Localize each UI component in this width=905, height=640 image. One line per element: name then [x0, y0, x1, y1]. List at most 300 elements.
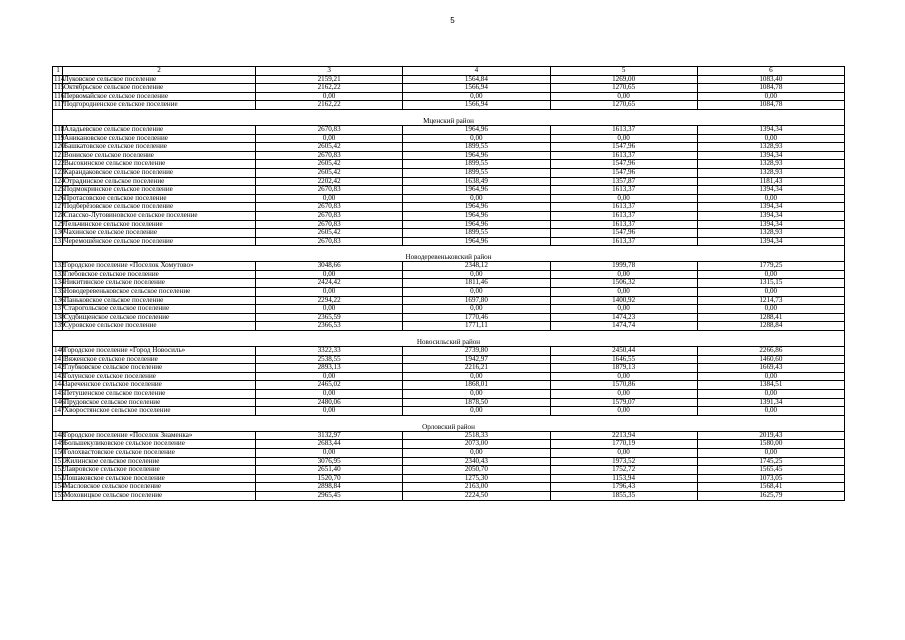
- value-col-4: 1899,55: [403, 168, 550, 177]
- value-col-5: 1973,52: [550, 457, 697, 466]
- value-col-4: 1942,97: [403, 355, 550, 364]
- settlement-name: Зареченское сельское поселение: [63, 381, 256, 390]
- row-number: 135: [54, 287, 65, 296]
- value-col-4: 1964,96: [403, 211, 550, 220]
- value-col-5: 1474,74: [550, 322, 697, 331]
- value-col-6: 1745,25: [697, 457, 844, 466]
- settlement-name: Городское поселение «Поселок Знаменка»: [63, 431, 256, 440]
- value-col-4: 0,00: [403, 92, 550, 101]
- row-number: 140: [54, 346, 65, 355]
- value-col-3: 0,00: [256, 390, 403, 399]
- settlement-name: Подгородненское сельское поселение: [63, 101, 256, 110]
- table-row: [53, 483, 845, 492]
- value-col-6: 0,00: [697, 372, 844, 381]
- value-col-3: 0,00: [256, 134, 403, 143]
- value-col-5: 1613,37: [550, 125, 697, 134]
- table-row: [53, 143, 845, 152]
- row-number: 147: [54, 406, 65, 415]
- value-col-6: 1669,43: [697, 364, 844, 373]
- value-col-4: 1770,46: [403, 313, 550, 322]
- section-title: Орловский район: [53, 415, 845, 431]
- value-col-6: 1288,84: [697, 322, 844, 331]
- value-col-4: 2224,50: [403, 491, 550, 500]
- value-col-6: 0,00: [697, 288, 844, 297]
- value-col-6: 0,00: [697, 92, 844, 101]
- settlement-name: Хворостянское сельское поселение: [63, 407, 256, 416]
- row-number: 149: [54, 439, 65, 448]
- value-col-6: 1460,60: [697, 355, 844, 364]
- table-row: [53, 288, 845, 297]
- value-col-4: 1697,80: [403, 296, 550, 305]
- value-col-4: 1964,96: [403, 125, 550, 134]
- row-number: 152: [54, 465, 65, 474]
- row-number: 129: [54, 219, 65, 228]
- value-col-6: 1394,34: [697, 151, 844, 160]
- value-col-3: 2538,55: [256, 355, 403, 364]
- row-number: 120: [54, 142, 65, 151]
- settlement-name: Аникановское сельское поселение: [63, 134, 256, 143]
- value-col-4: 0,00: [403, 194, 550, 203]
- table-row: [53, 372, 845, 381]
- value-col-5: 1646,55: [550, 355, 697, 364]
- value-col-5: 2450,44: [550, 347, 697, 356]
- row-number: 136: [54, 295, 65, 304]
- settlement-name: Карандаковское сельское поселение: [63, 168, 256, 177]
- value-col-3: 2670,83: [256, 220, 403, 229]
- value-col-6: 1083,40: [697, 75, 844, 84]
- value-col-3: 3132,97: [256, 431, 403, 440]
- value-col-6: 0,00: [697, 407, 844, 416]
- value-col-5: 1999,78: [550, 262, 697, 271]
- header-cell: 6: [697, 67, 844, 76]
- page-number: 5: [450, 16, 455, 25]
- row-number: 155: [54, 490, 65, 499]
- value-col-5: 1613,37: [550, 186, 697, 195]
- value-col-5: 1547,96: [550, 160, 697, 169]
- settlement-name: Первомайское сельское поселение: [63, 92, 256, 101]
- value-col-4: 1899,55: [403, 229, 550, 238]
- settlement-name: Вониское сельское поселение: [63, 151, 256, 160]
- value-col-4: 1964,96: [403, 220, 550, 229]
- settlement-name: Подберёзовское сельское поселение: [63, 203, 256, 212]
- value-col-5: 0,00: [550, 372, 697, 381]
- settlement-name: Паньковское сельское поселение: [63, 296, 256, 305]
- settlement-name: Городское поселение «Поселок Хомутово»: [63, 262, 256, 271]
- value-col-5: 0,00: [550, 134, 697, 143]
- row-number: 114: [54, 74, 65, 83]
- value-col-5: 1613,37: [550, 151, 697, 160]
- row-number: 126: [54, 193, 65, 202]
- table-row: [53, 390, 845, 399]
- table-row: [53, 491, 845, 500]
- row-number: 118: [54, 124, 65, 133]
- value-col-3: 3048,66: [256, 262, 403, 271]
- value-col-4: 0,00: [403, 305, 550, 314]
- value-col-3: 2670,83: [256, 211, 403, 220]
- settlement-name: Голохвастовское сельское поселение: [63, 448, 256, 457]
- value-col-6: 1779,25: [697, 262, 844, 271]
- value-col-4: 2216,21: [403, 364, 550, 373]
- settlement-name: Новодеревеньковское сельское поселение: [63, 288, 256, 297]
- header-cell: 3: [256, 67, 403, 76]
- value-col-6: 1328,93: [697, 229, 844, 238]
- table-row: [53, 296, 845, 305]
- value-col-6: 1568,41: [697, 483, 844, 492]
- value-col-6: 1084,78: [697, 84, 844, 93]
- section-title: Новосильский район: [53, 331, 845, 347]
- settlement-name: Старогольское сельское поселение: [63, 305, 256, 314]
- value-col-6: 1394,34: [697, 125, 844, 134]
- header-cell: 1: [53, 67, 63, 76]
- value-col-6: 1391,34: [697, 398, 844, 407]
- row-number: 137: [54, 304, 65, 313]
- row-number: 153: [54, 473, 65, 482]
- value-col-6: 1073,05: [697, 474, 844, 483]
- value-col-3: 2366,53: [256, 322, 403, 331]
- value-col-5: 0,00: [550, 194, 697, 203]
- value-col-4: 1275,30: [403, 474, 550, 483]
- value-col-5: 1613,37: [550, 203, 697, 212]
- table-row: [53, 84, 845, 93]
- value-col-6: 1214,73: [697, 296, 844, 305]
- table-row: [53, 168, 845, 177]
- row-number: 119: [54, 133, 65, 142]
- row-number: 131: [54, 236, 65, 245]
- settlement-name: Отрадинское сельское поселение: [63, 177, 256, 186]
- value-col-3: 2651,40: [256, 466, 403, 475]
- value-col-6: 1565,45: [697, 466, 844, 475]
- value-col-3: 2159,21: [256, 75, 403, 84]
- settlement-name: Глубковское сельское поселение: [63, 364, 256, 373]
- table-row: [53, 448, 845, 457]
- value-col-4: 1566,94: [403, 101, 550, 110]
- value-col-5: 2213,94: [550, 431, 697, 440]
- value-col-5: 1579,07: [550, 398, 697, 407]
- value-col-3: 2424,42: [256, 279, 403, 288]
- value-col-6: 1315,15: [697, 279, 844, 288]
- value-col-5: 1879,13: [550, 364, 697, 373]
- settlements-table: [52, 66, 845, 501]
- value-col-5: 1796,43: [550, 483, 697, 492]
- value-col-3: 2670,83: [256, 203, 403, 212]
- value-col-4: 0,00: [403, 407, 550, 416]
- table-row: [53, 101, 845, 110]
- table-row: [53, 75, 845, 84]
- settlement-name: Чахинское сельское поселение: [63, 229, 256, 238]
- value-col-4: 1964,96: [403, 237, 550, 246]
- table-row: [53, 305, 845, 314]
- table-row: [53, 220, 845, 229]
- value-col-6: 1394,34: [697, 186, 844, 195]
- value-col-5: 1547,96: [550, 229, 697, 238]
- table-row: [53, 229, 845, 238]
- header-cell: 2: [63, 67, 256, 76]
- value-col-3: 2683,44: [256, 440, 403, 449]
- row-number: 127: [54, 202, 65, 211]
- row-number: 145: [54, 389, 65, 397]
- row-number: 116: [54, 91, 65, 100]
- settlement-name: Прудовское сельское поселение: [63, 398, 256, 407]
- value-col-6: 0,00: [697, 305, 844, 314]
- value-col-3: 2605,42: [256, 143, 403, 152]
- value-col-3: 0,00: [256, 92, 403, 101]
- value-col-4: 1964,96: [403, 151, 550, 160]
- row-number: 142: [54, 363, 65, 372]
- value-col-5: 0,00: [550, 448, 697, 457]
- value-col-4: 1899,55: [403, 160, 550, 169]
- settlement-name: Башкатовское сельское поселение: [63, 143, 256, 152]
- value-col-4: 1878,50: [403, 398, 550, 407]
- table-row: [53, 186, 845, 195]
- value-col-3: 2670,83: [256, 186, 403, 195]
- settlement-name: Высокинское сельское поселение: [63, 160, 256, 169]
- value-col-3: 0,00: [256, 372, 403, 381]
- value-col-4: 0,00: [403, 134, 550, 143]
- value-col-3: 2202,42: [256, 177, 403, 186]
- value-col-3: 2893,13: [256, 364, 403, 373]
- section-title: Мценский район: [53, 109, 845, 125]
- settlement-name: Тельчинское сельское поселение: [63, 220, 256, 229]
- value-col-3: 2162,22: [256, 101, 403, 110]
- value-col-6: 0,00: [697, 134, 844, 143]
- value-col-4: 0,00: [403, 270, 550, 279]
- value-col-4: 2163,00: [403, 483, 550, 492]
- value-col-5: 0,00: [550, 270, 697, 279]
- table-row: [53, 457, 845, 466]
- value-col-4: 2348,12: [403, 262, 550, 271]
- table-row: [53, 381, 845, 390]
- row-number: 154: [54, 482, 65, 491]
- settlement-name: Голунское сельское поселение: [63, 372, 256, 381]
- value-col-5: 1357,87: [550, 177, 697, 186]
- value-col-5: 1855,35: [550, 491, 697, 500]
- value-col-4: 2518,33: [403, 431, 550, 440]
- row-number: 123: [54, 167, 65, 176]
- value-col-6: 0,00: [697, 390, 844, 399]
- value-col-4: 0,00: [403, 390, 550, 399]
- value-col-4: 0,00: [403, 372, 550, 381]
- settlement-name: Большекуликовское сельское поселение: [63, 440, 256, 449]
- settlement-name: Жилинское сельское поселение: [63, 457, 256, 466]
- value-col-6: 0,00: [697, 270, 844, 279]
- value-col-3: 2965,45: [256, 491, 403, 500]
- value-col-3: 0,00: [256, 407, 403, 416]
- row-number: 150: [54, 447, 65, 456]
- table-row: [53, 151, 845, 160]
- value-col-5: 1269,00: [550, 75, 697, 84]
- table-row: [53, 262, 845, 271]
- value-col-3: 2670,83: [256, 237, 403, 246]
- settlement-name: Никитинское сельское поселение: [63, 279, 256, 288]
- value-col-6: 1394,34: [697, 220, 844, 229]
- value-col-3: 2670,83: [256, 151, 403, 160]
- value-col-5: 1270,65: [550, 84, 697, 93]
- value-col-3: 0,00: [256, 288, 403, 297]
- table-row: [53, 313, 845, 322]
- value-col-5: 1506,32: [550, 279, 697, 288]
- table-row: [53, 322, 845, 331]
- row-number: 132: [54, 261, 65, 270]
- value-col-3: 2605,42: [256, 168, 403, 177]
- section-header-row: [53, 331, 845, 347]
- value-col-3: 2480,06: [256, 398, 403, 407]
- row-number: 134: [54, 278, 65, 287]
- row-number: 124: [54, 176, 65, 185]
- value-col-4: 1564,84: [403, 75, 550, 84]
- value-col-6: 1625,79: [697, 491, 844, 500]
- value-col-5: 1547,96: [550, 143, 697, 152]
- value-col-5: 1752,72: [550, 466, 697, 475]
- value-col-6: 1394,34: [697, 211, 844, 220]
- value-col-3: 3076,95: [256, 457, 403, 466]
- table-row: [53, 125, 845, 134]
- row-number: 130: [54, 228, 65, 237]
- value-col-3: 2365,59: [256, 313, 403, 322]
- value-col-6: 1084,78: [697, 101, 844, 110]
- value-col-6: 1394,34: [697, 203, 844, 212]
- row-number: 115: [54, 83, 65, 92]
- table-row: [53, 237, 845, 246]
- row-number: 117: [54, 100, 65, 109]
- table-row: [53, 347, 845, 356]
- value-col-5: 0,00: [550, 92, 697, 101]
- settlement-name: Подмокринское сельское поселение: [63, 186, 256, 195]
- settlement-name: Городское поселение «Город Новосиль»: [63, 347, 256, 356]
- value-col-3: 0,00: [256, 270, 403, 279]
- row-number: 146: [54, 397, 65, 406]
- row-number: 133: [54, 269, 65, 278]
- value-col-6: 1181,43: [697, 177, 844, 186]
- value-col-6: 1580,00: [697, 440, 844, 449]
- value-col-4: 2340,43: [403, 457, 550, 466]
- row-number: 125: [54, 185, 65, 194]
- value-col-3: 3322,33: [256, 347, 403, 356]
- settlement-name: Лавровское сельское поселение: [63, 466, 256, 475]
- table-row: [53, 134, 845, 143]
- value-col-4: 1964,96: [403, 203, 550, 212]
- value-col-3: 2898,84: [256, 483, 403, 492]
- value-col-6: 2266,86: [697, 347, 844, 356]
- value-col-6: 1288,41: [697, 313, 844, 322]
- row-number: 138: [54, 312, 65, 321]
- header-cell: 4: [403, 67, 550, 76]
- value-col-3: 1520,70: [256, 474, 403, 483]
- header-cell: 5: [550, 67, 697, 76]
- value-col-5: 1547,96: [550, 168, 697, 177]
- value-col-6: 2019,43: [697, 431, 844, 440]
- table-body: [53, 67, 845, 501]
- table-row: [53, 474, 845, 483]
- value-col-4: 2739,80: [403, 347, 550, 356]
- value-col-5: 1613,37: [550, 220, 697, 229]
- value-col-5: 1400,92: [550, 296, 697, 305]
- table-row: [53, 466, 845, 475]
- settlement-name: Вяженское сельское поселение: [63, 355, 256, 364]
- row-number: 139: [54, 321, 65, 330]
- value-col-4: 2073,00: [403, 440, 550, 449]
- value-col-6: 1328,93: [697, 143, 844, 152]
- value-col-5: 0,00: [550, 407, 697, 416]
- settlement-name: Спасско-Лутовиновское сельское поселение: [63, 211, 256, 220]
- value-col-5: 1270,65: [550, 101, 697, 110]
- value-col-6: 1384,51: [697, 381, 844, 390]
- value-col-5: 1153,94: [550, 474, 697, 483]
- value-col-3: 2670,83: [256, 125, 403, 134]
- value-col-3: 2162,22: [256, 84, 403, 93]
- value-col-3: 0,00: [256, 305, 403, 314]
- value-col-4: 1566,94: [403, 84, 550, 93]
- settlement-name: Судбищенское сельское поселение: [63, 313, 256, 322]
- table-row: [53, 355, 845, 364]
- value-col-5: 0,00: [550, 390, 697, 399]
- value-col-3: 2294,22: [256, 296, 403, 305]
- value-col-6: 0,00: [697, 448, 844, 457]
- row-number: 144: [54, 380, 65, 389]
- settlement-name: Аладьевское сельское поселение: [63, 125, 256, 134]
- section-header-row: [53, 246, 845, 262]
- value-col-4: 1899,55: [403, 143, 550, 152]
- value-col-4: 1868,01: [403, 381, 550, 390]
- value-col-5: 1474,23: [550, 313, 697, 322]
- settlement-name: Суровское сельское поселение: [63, 322, 256, 331]
- value-col-4: 1811,46: [403, 279, 550, 288]
- value-col-5: 1613,37: [550, 211, 697, 220]
- settlement-name: Октябрьское сельское поселение: [63, 84, 256, 93]
- row-number: 121: [54, 150, 65, 159]
- value-col-4: 1771,11: [403, 322, 550, 331]
- row-number: 151: [54, 456, 65, 465]
- value-col-5: 1570,86: [550, 381, 697, 390]
- table-row: [53, 407, 845, 416]
- table-row: [53, 398, 845, 407]
- row-number: 143: [54, 371, 65, 380]
- value-col-3: 2605,42: [256, 160, 403, 169]
- value-col-6: 1328,93: [697, 168, 844, 177]
- section-header-row: [53, 109, 845, 125]
- value-col-3: 0,00: [256, 194, 403, 203]
- value-col-5: 0,00: [550, 288, 697, 297]
- settlement-name: Масловское сельское поселение: [63, 483, 256, 492]
- settlement-name: Протасовское сельское поселение: [63, 194, 256, 203]
- settlement-name: Лошаковское сельское поселение: [63, 474, 256, 483]
- value-col-6: 1328,93: [697, 160, 844, 169]
- section-title: Новодеревеньковский район: [53, 246, 845, 262]
- row-number: 148: [54, 430, 65, 439]
- value-col-3: 0,00: [256, 448, 403, 457]
- value-col-3: 2605,42: [256, 229, 403, 238]
- row-number: 128: [54, 210, 65, 219]
- value-col-5: 1770,19: [550, 440, 697, 449]
- row-number: 141: [54, 354, 65, 363]
- value-col-4: 1638,49: [403, 177, 550, 186]
- header-row: [53, 67, 845, 76]
- section-header-row: [53, 415, 845, 431]
- settlement-name: Луковское сельское поселение: [63, 75, 256, 84]
- value-col-3: 2465,02: [256, 381, 403, 390]
- settlement-name: Петушенское сельское поселение: [63, 390, 256, 399]
- value-col-6: 1394,34: [697, 237, 844, 246]
- value-col-5: 0,00: [550, 305, 697, 314]
- value-col-6: 0,00: [697, 194, 844, 203]
- value-col-4: 1964,96: [403, 186, 550, 195]
- settlement-name: Моховицкое сельское поселение: [63, 491, 256, 500]
- settlement-name: Черемошёнское сельское поселение: [63, 237, 256, 246]
- value-col-4: 0,00: [403, 448, 550, 457]
- value-col-4: 2050,70: [403, 466, 550, 475]
- value-col-4: 0,00: [403, 288, 550, 297]
- settlement-name: Глебовское сельское поселение: [63, 270, 256, 279]
- table-row: [53, 211, 845, 220]
